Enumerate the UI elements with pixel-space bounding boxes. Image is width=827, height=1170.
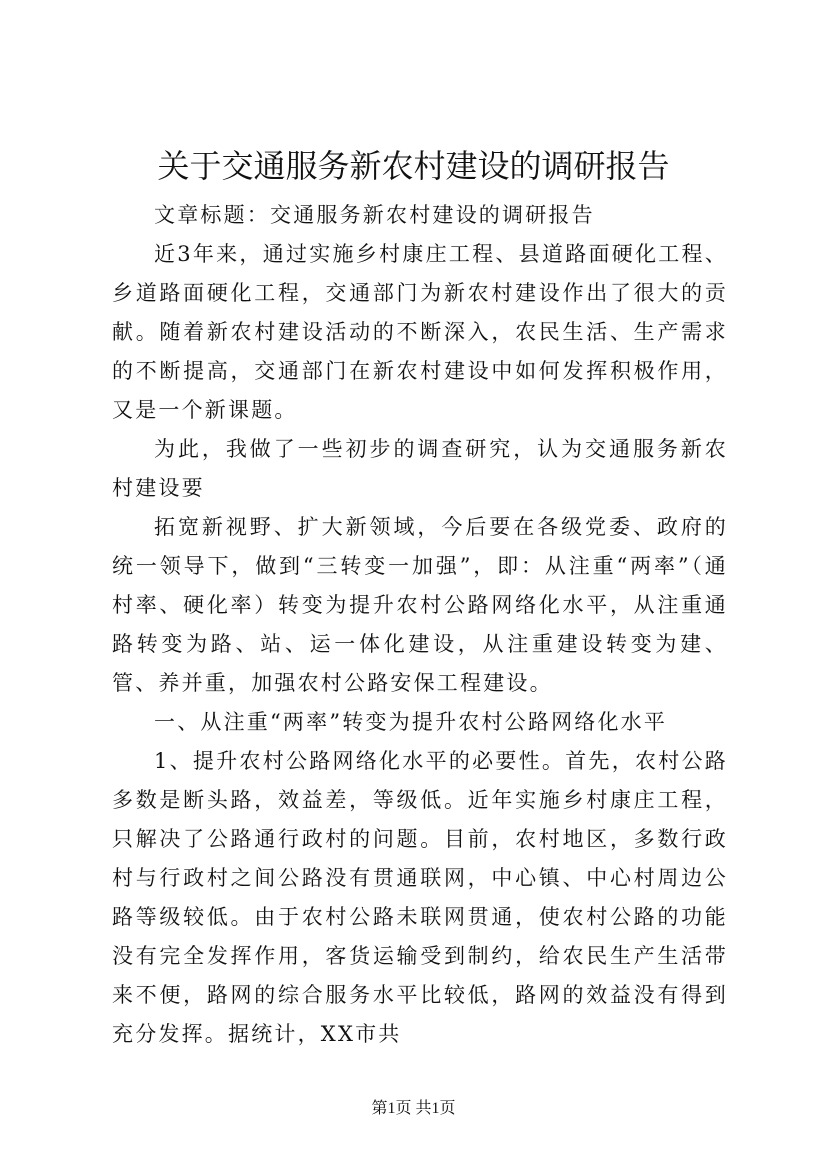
page-footer: 第1页 共1页 [371,1100,456,1117]
article-title-line: 文章标题：交通服务新农村建设的调研报告 [154,203,595,227]
document-title: 关于交通服务新农村建设的调研报告 [157,147,670,185]
paragraph-intro: 近3年来，通过实施乡村康庄工程、县道路面硬化工程、乡道路面硬化工程，交通部门为新农村建设作出了很大的贡献。随着新农村建设活动的不断深入，农民生活、生产需求的不断提高，交通部门在新农村建设中如何发挥积极作用，又是一个新课题。 [112,242,728,422]
section-heading-1: 一、从注重“两率”转变为提升农村公路网络化水平 [154,710,668,734]
paragraph-expand: 拓宽新视野、扩大新领域，今后要在各级党委、政府的统一领导下，做到“三转变一加强”，即：从注重“两率”（通村率、硬化率）转变为提升农村公路网络化水平，从注重通路转变为路、站、运一体化建设，从注重建设转变为建、管、养并重，加强农村公路安保工程建设。 [112,515,728,695]
document-body [112,196,728,1054]
paragraph-research: 为此，我做了一些初步的调查研究，认为交通服务新农村建设要 [112,437,728,500]
paragraph-necessity: 1、提升农村公路网络化水平的必要性。首先，农村公路多数是断头路，效益差，等级低。近年实施乡村康庄工程，只解决了公路通行政村的问题。目前，农村地区，多数行政村与行政村之间公路没有贯通联网，中心镇、中心村周边公路等级较低。由于农村公路未联网贯通，使农村公路的功能没有完全发挥作用，客货运输受到制约，给农民生产生活带来不便，路网的综合服务水平比较低，路网的效益没有得到充分发挥。据统计，XX市共 [112,749,728,1046]
